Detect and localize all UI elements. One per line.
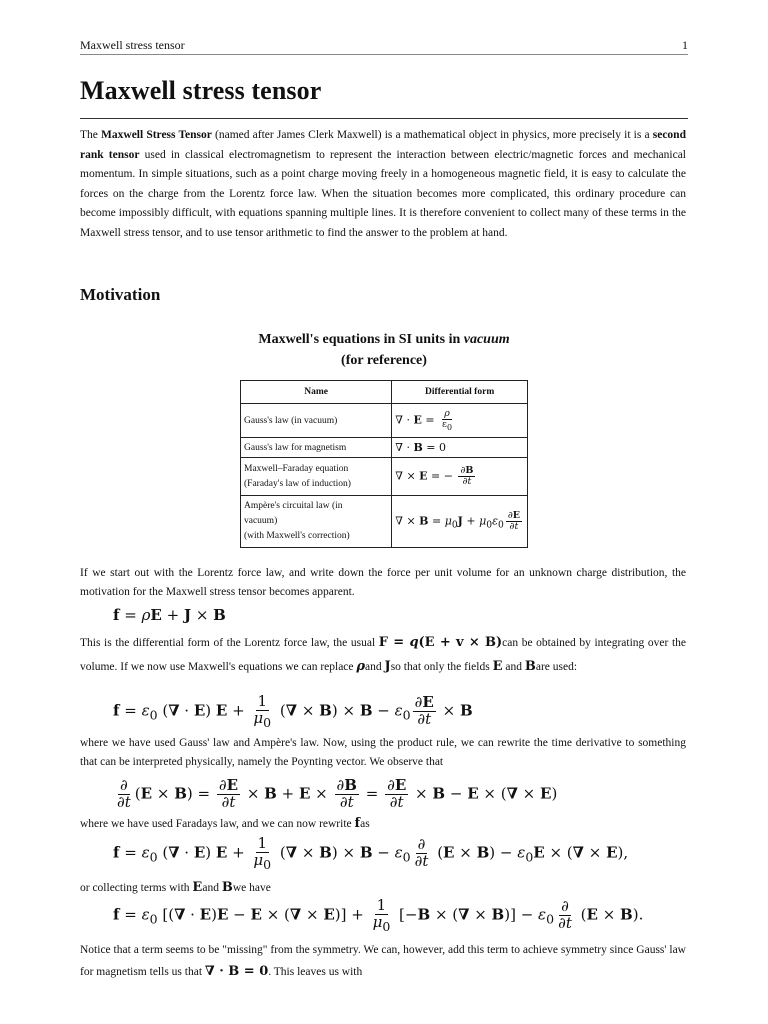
page-title: Maxwell stress tensor [80,76,322,105]
table-header-row [241,381,528,404]
ampere-formula: ∇ × $B = \mu_0J + \mu_0\varepsilon_0$ $\frac{\partial E}{\partial t}$ [392,496,528,548]
term-second-rank-tensor: second rank tensor [80,129,686,161]
paragraph-product-rule: where we have used Gauss' law and Ampère's law. Now, using the product rule, we can rewrite the time derivative to something that can be interpreted physically, namely the Poynting vector. We observe that [80,737,686,768]
inline-div-b: ∇ · B = 0 [204,964,269,979]
faraday-formula: ∇ × E = − $\frac{\partial B}{\partial t}$ [392,458,528,496]
table-caption: Maxwell's equations in SI units in vacuum (for reference) [258,332,510,368]
paragraph-lorentz-intro: If we start out with the Lorentz force law, and write down the force per unit volume for an unknown charge distribution, the motivation for the Maxwell stress tensor becomes apparent. [80,567,686,598]
inline-e2: E [192,880,203,895]
gauss-magnetism-formula: ∇ · B = 0 [392,438,528,458]
paragraph-symmetry: Notice that a term seems to be "missing" from the symmetry. We can, however, add this term to achieve symmetry since Gauss' law for magnetism tells us that ∇ · B = 0. This leaves us with [80,944,686,979]
section-heading-motivation: Motivation [80,285,161,304]
col-header-name: Name [241,381,392,404]
gauss-law-formula: ∇ · E = $\frac{\rho}{\varepsilon_0}$ [392,404,528,438]
equation-force-density: f = ρE + J × B [113,606,226,624]
page-number: 1 [682,38,688,52]
equation-force-expanded: $f = \varepsilon_0$ (∇ · E) E + $\frac{1}{\mu_0}$ (∇ × $B) \times B - \varepsilon_0$ $\frac{\partial E}{\partial t}$ × B [113,692,473,730]
inline-e: E [492,659,503,674]
equation-force-rewritten: $f = \varepsilon_0$ (∇ · E) E + $\frac{1}{\mu_0}$ (∇ × $B) \times B - \varepsilon_0$ $\frac{\partial}{\partial t}$ $(E \times B) - \varepsilon_0E$ × (∇ × E), [113,834,629,872]
row-name: Gauss's law (in vacuum) [241,404,392,438]
paragraph-faraday: where we have used Faradays law, and we can now rewrite fas [80,816,370,831]
inline-b2: B [221,880,233,895]
row-name: Gauss's law for magnetism [241,438,392,458]
inline-lorentz-formula: F = q(E + v × B) [378,635,503,650]
header-divider [80,54,688,55]
row-name: Maxwell–Faraday equation (Faraday's law of induction) [241,458,392,496]
term-maxwell-stress-tensor: Maxwell Stress Tensor [101,129,212,141]
table-row [241,438,528,458]
inline-f: f [354,816,361,831]
equation-product-rule: $\frac{\partial}{\partial t}$ (E × B) = $\frac{\partial E}{\partial t}$ × B + E × $\frac{\partial B}{\partial t}$ = $\frac{\partial E}{\partial t}$ × B − E × (∇ × E) [117,776,558,811]
inline-j: J [384,659,391,674]
row-name: Ampère's circuital law (in vacuum) (with Maxwell's correction) [241,496,392,548]
table-row [241,458,528,496]
paragraph-lorentz-form: This is the differential form of the Lorentz force law, the usual F = q(E + v × B)can be obtained by integrating over the volume. If we now use Maxwell's equations we can replace ρand Jso that only the fields E and Bare used: [80,635,686,674]
running-header [80,38,688,53]
inline-rho: ρ [356,659,366,674]
title-divider [80,118,688,119]
equation-force-collected: $f = \varepsilon_0$ [(∇ · E)E − E × (∇ × E)] + $\frac{1}{\mu_0}$ [−B × (∇ × $B)] - \varepsilon_0$ $\frac{\partial}{\partial t}$ (E × B). [113,896,644,934]
maxwell-equations-table [240,380,528,548]
table-row [241,496,528,548]
table-row [241,404,528,438]
intro-paragraph: The Maxwell Stress Tensor (named after James Clerk Maxwell) is a mathematical object in physics, more precisely it is a second rank tensor used in classical electromagnetism to represent the interaction between electric/magnetic forces and mechanical momentum. In simple situations, such as a point charge moving freely in a homogeneous magnetic field, it is easy to calculate the forces on the charge from the Lorentz force law. When the situation becomes more complicated, this ordinary procedure can become impossibly difficult, with equations spanning multiple lines. It is therefore convenient to collect many of these terms in the Maxwell stress tensor, and to use tensor arithmetic to find the answer to the problem at hand. [80,129,687,239]
running-title: Maxwell stress tensor [80,38,185,52]
col-header-form: Differential form [392,381,528,404]
paragraph-collecting: or collecting terms with Eand Bwe have [80,880,271,895]
inline-b: B [524,659,536,674]
